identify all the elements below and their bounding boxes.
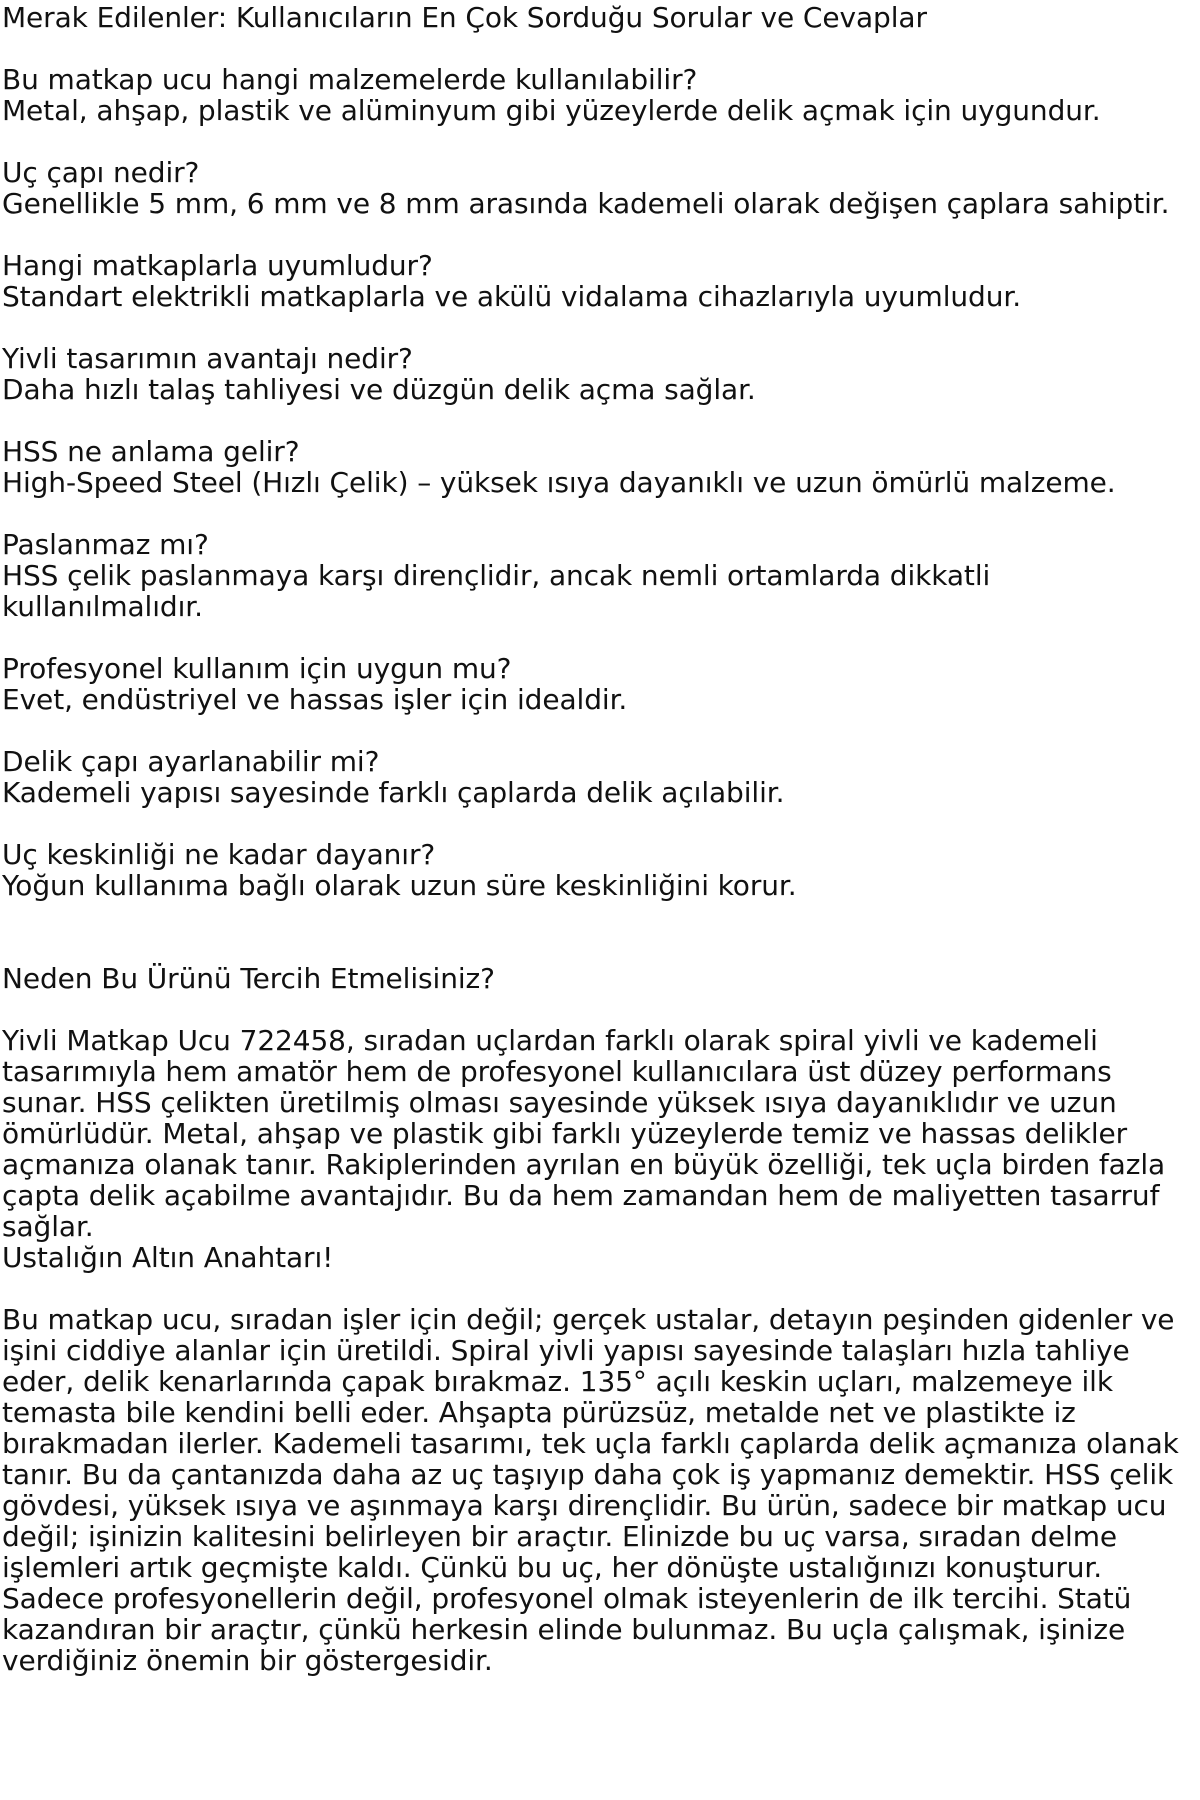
faq-item bbox=[2, 746, 1182, 808]
faq-item bbox=[2, 653, 1182, 715]
faq-answer: Kademeli yapısı sayesinde farklı çaplarda delik açılabilir. bbox=[2, 776, 785, 809]
faq-item bbox=[2, 436, 1182, 498]
faq-question: Hangi matkaplarla uyumludur? bbox=[2, 249, 433, 282]
faq-item bbox=[2, 64, 1182, 126]
faq-answer: Evet, endüstriyel ve hassas işler için idealdir. bbox=[2, 683, 628, 716]
faq-item bbox=[2, 839, 1182, 901]
faq-question: Yivli tasarımın avantajı nedir? bbox=[2, 342, 413, 375]
mastery-heading: Ustalığın Altın Anahtarı! bbox=[2, 1241, 334, 1274]
faq-answer: Metal, ahşap, plastik ve alüminyum gibi yüzeylerde delik açmak için uygundur. bbox=[2, 94, 1101, 127]
faq-question: Profesyonel kullanım için uygun mu? bbox=[2, 652, 512, 685]
why-paragraph: Yivli Matkap Ucu 722458, sıradan uçlardan farklı olarak spiral yivli ve kademeli tasarımıyla hem amatör hem de profesyonel kullanıcılara üst düzey performans sunar. HSS çelikten üretilmiş olması sayesinde yüksek ısıya dayanıklıdır ve uzun ömürlüdür. Metal, ahşap ve plastik gibi farklı yüzeylerde temiz ve hassas delikler açmanıza olanak tanır. Rakiplerinden ayrılan en büyük özelliği, tek uçla birden fazla çapta delik açabilme avantajıdır. Bu da hem zamandan hem de maliyetten tasarruf sağlar. bbox=[2, 1024, 1166, 1243]
why-heading: Neden Bu Ürünü Tercih Etmelisiniz? bbox=[2, 962, 495, 995]
faq-question: Paslanmaz mı? bbox=[2, 528, 209, 561]
page-title: Merak Edilenler: Kullanıcıların En Çok Sorduğu Sorular ve Cevaplar bbox=[2, 1, 927, 34]
faq-question: Uç keskinliği ne kadar dayanır? bbox=[2, 838, 436, 871]
mastery-paragraph: Bu matkap ucu, sıradan işler için değil; gerçek ustalar, detayın peşinden gidenler ve işini ciddiye alanlar için üretildi. Spiral yivli yapısı sayesinde talaşları hızla tahliye eder, delik kenarlarında çapak bırakmaz. 135° açılı keskin uçları, malzemeye ilk temasta bile kendini belli eder. Ahşapta pürüzsüz, metalde net ve plastikte iz bırakmadan ilerler. Kademeli tasarımı, tek uçla farklı çaplarda delik açmanıza olanak tanır. Bu da çantanızda daha az uç taşıyıp daha çok iş yapmanız demektir. HSS çelik gövdesi, yüksek ısıya ve aşınmaya karşı dirençlidir. Bu ürün, sadece bir matkap ucu değil; işinizin kalitesini belirleyen bir araçtır. Elinizde bu uç varsa, sıradan delme işlemleri artık geçmişte kaldı. Çünkü bu uç, her dönüşte ustalığınızı konuşturur. Sadece profesyonellerin değil, profesyonel olmak isteyenlerin de ilk tercihi. Statü kazandıran bir araçtır, çünkü herkesin elinde bulunmaz. Bu uçla çalışmak, işinize verdiğiniz önemin bir göstergesidir. bbox=[2, 1303, 1179, 1677]
faq-answer: Daha hızlı talaş tahliyesi ve düzgün delik açma sağlar. bbox=[2, 373, 756, 406]
faq-question: Bu matkap ucu hangi malzemelerde kullanılabilir? bbox=[2, 63, 698, 96]
faq-question: Uç çapı nedir? bbox=[2, 156, 200, 189]
faq-answer: High-Speed Steel (Hızlı Çelik) – yüksek ısıya dayanıklı ve uzun ömürlü malzeme. bbox=[2, 466, 1116, 499]
faq-item bbox=[2, 157, 1182, 219]
faq-question: HSS ne anlama gelir? bbox=[2, 435, 300, 468]
faq-item bbox=[2, 343, 1182, 405]
faq-list bbox=[2, 64, 1182, 901]
faq-answer: Genellikle 5 mm, 6 mm ve 8 mm arasında kademeli olarak değişen çaplara sahiptir. bbox=[2, 187, 1170, 220]
faq-item bbox=[2, 529, 1182, 622]
faq-question: Delik çapı ayarlanabilir mi? bbox=[2, 745, 380, 778]
faq-answer: HSS çelik paslanmaya karşı dirençlidir, ancak nemli ortamlarda dikkatli kullanılmalıdır. bbox=[2, 559, 991, 623]
faq-answer: Yoğun kullanıma bağlı olarak uzun süre keskinliğini korur. bbox=[2, 869, 797, 902]
faq-item bbox=[2, 250, 1182, 312]
faq-answer: Standart elektrikli matkaplarla ve akülü vidalama cihazlarıyla uyumludur. bbox=[2, 280, 1021, 313]
